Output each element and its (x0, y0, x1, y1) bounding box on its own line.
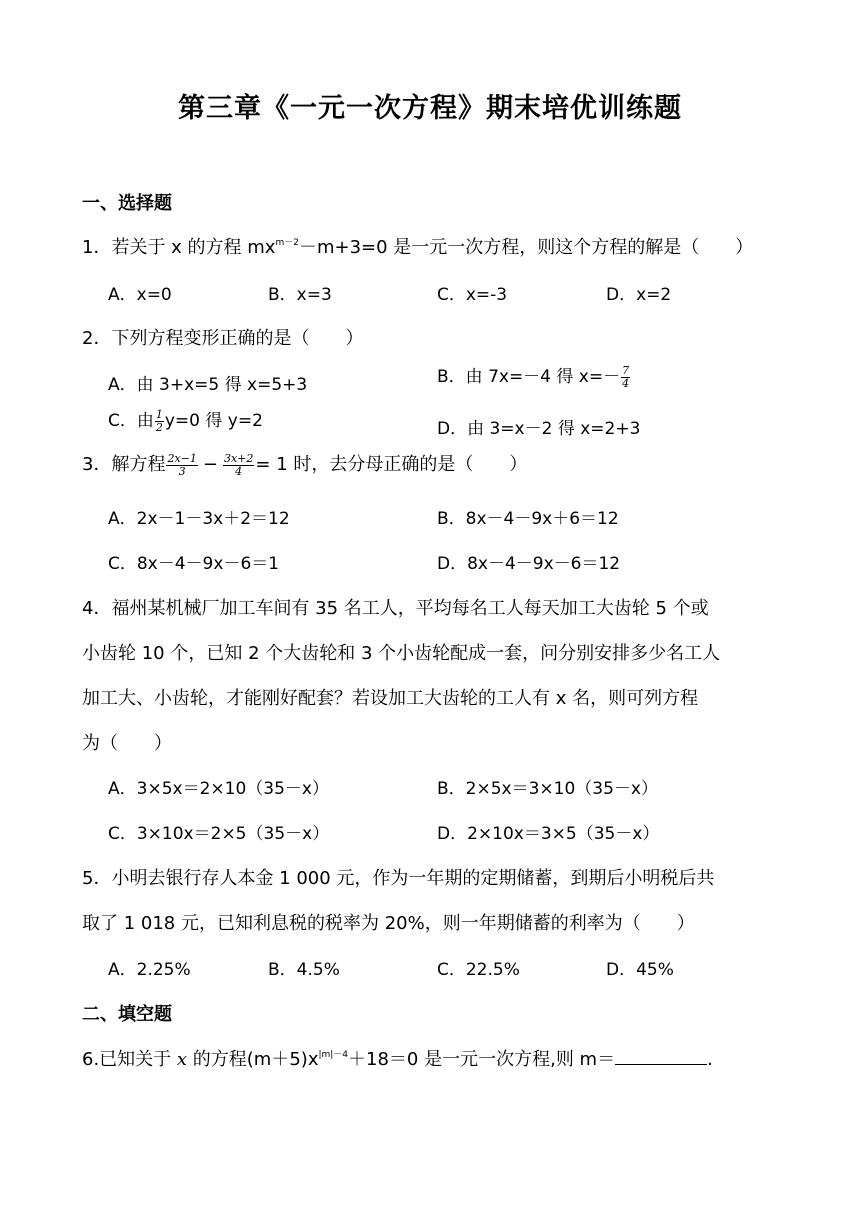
question-5-line-2: 取了 1 018 元，已知利息税的税率为 20%，则一年期储蓄的利率为（ ） (82, 913, 695, 934)
question-5-option-d[interactable]: D．45% (606, 960, 674, 980)
question-2-option-d[interactable]: D．由 3=x－2 得 x=2+3 (437, 419, 641, 439)
question-5-option-b[interactable]: B．4.5% (268, 960, 340, 980)
question-3-option-a[interactable]: A．2x－1－3x＋2＝12 (108, 509, 290, 529)
question-5-option-a[interactable]: A．2.25% (108, 960, 191, 980)
question-3-option-d[interactable]: D．8x－4－9x－6＝12 (437, 554, 621, 574)
section-heading-choice: 一、选择题 (82, 193, 172, 214)
fraction-1-2: $\frac{1}{2}$ (155, 407, 163, 434)
question-6-part-1: 6.已知关于 (82, 1049, 177, 1070)
question-1-exponent: m－2 (275, 238, 299, 248)
question-4-option-c[interactable]: C．3×10x＝2×5（35－x） (108, 824, 330, 844)
fraction-7-4: $\frac{7}{4}$ (622, 363, 630, 390)
page-title: 第三章《一元一次方程》期末培优训练题 (178, 93, 682, 124)
question-3-suffix: = 1 时，去分母正确的是（ ） (255, 454, 528, 475)
question-6-end: . (707, 1049, 713, 1070)
question-1-prefix: 1．若关于 x 的方程 mx (82, 237, 276, 258)
question-5-option-c[interactable]: C．22.5% (437, 960, 520, 980)
question-3-option-c[interactable]: C．8x－4－9x－6＝1 (108, 554, 280, 574)
fraction-2x-1-over-3: $\frac{2x-1}{3}$ (167, 451, 197, 478)
question-6-variable: x (176, 1049, 188, 1070)
question-4-line-2: 小齿轮 10 个，已知 2 个大齿轮和 3 个小齿轮配成一套，问分别安排多少名工人 (82, 643, 721, 664)
question-3 (82, 450, 527, 478)
section-heading-fill: 二、填空题 (82, 1004, 172, 1025)
question-1-suffix: －m+3=0 是一元一次方程，则这个方程的解是（ ） (298, 237, 754, 258)
question-1-option-c[interactable]: C．x=-3 (437, 285, 508, 305)
question-1-option-b[interactable]: B．x=3 (268, 285, 332, 305)
question-3-option-b[interactable]: B．8x－4－9x＋6＝12 (437, 509, 619, 529)
question-4-line-3: 加工大、小齿轮，才能刚好配套？若设加工大齿轮的工人有 x 名，则可列方程 (82, 688, 699, 709)
question-4-option-b[interactable]: B．2×5x＝3×10（35－x） (437, 779, 658, 799)
question-2-option-a[interactable]: A．由 3+x=5 得 x=5+3 (108, 375, 308, 395)
question-1-option-a[interactable]: A．x=0 (108, 285, 172, 305)
question-1 (82, 233, 753, 259)
question-2-option-b[interactable] (437, 362, 631, 390)
question-2-option-b-text: B．由 7x=－4 得 x=－ (437, 367, 621, 387)
question-2-option-c-prefix: C．由 (108, 411, 154, 431)
question-4-option-a[interactable]: A．3×5x＝2×10（35－x） (108, 779, 329, 799)
question-2-option-c-suffix: y=0 得 y=2 (164, 411, 263, 431)
minus-sign: − (202, 454, 218, 475)
question-6 (82, 1045, 713, 1071)
question-2: 2．下列方程变形正确的是（ ） (82, 328, 364, 349)
question-4-option-d[interactable]: D．2×10x＝3×5（35－x） (437, 824, 660, 844)
question-4-line-1: 4．福州某机械厂加工车间有 35 名工人，平均每名工人每天加工大齿轮 5 个或 (82, 598, 709, 619)
question-2-option-c[interactable] (108, 406, 263, 434)
question-1-option-d[interactable]: D．x=2 (606, 285, 672, 305)
question-5-line-1: 5．小明去银行存人本金 1 000 元，作为一年期的定期储蓄，到期后小明税后共 (82, 868, 715, 889)
question-6-exponent: |m|－4 (318, 1050, 349, 1060)
question-6-part-3: ＋18＝0 是一元一次方程,则 m＝ (348, 1049, 616, 1070)
fraction-3x-2-over-4: $\frac{3x+2}{4}$ (223, 451, 254, 478)
answer-blank[interactable] (615, 1048, 707, 1065)
question-3-prefix: 3．解方程 (82, 454, 166, 475)
question-6-part-2: 的方程(m＋5)x (187, 1049, 319, 1070)
question-4-line-4: 为（ ） (82, 733, 172, 754)
